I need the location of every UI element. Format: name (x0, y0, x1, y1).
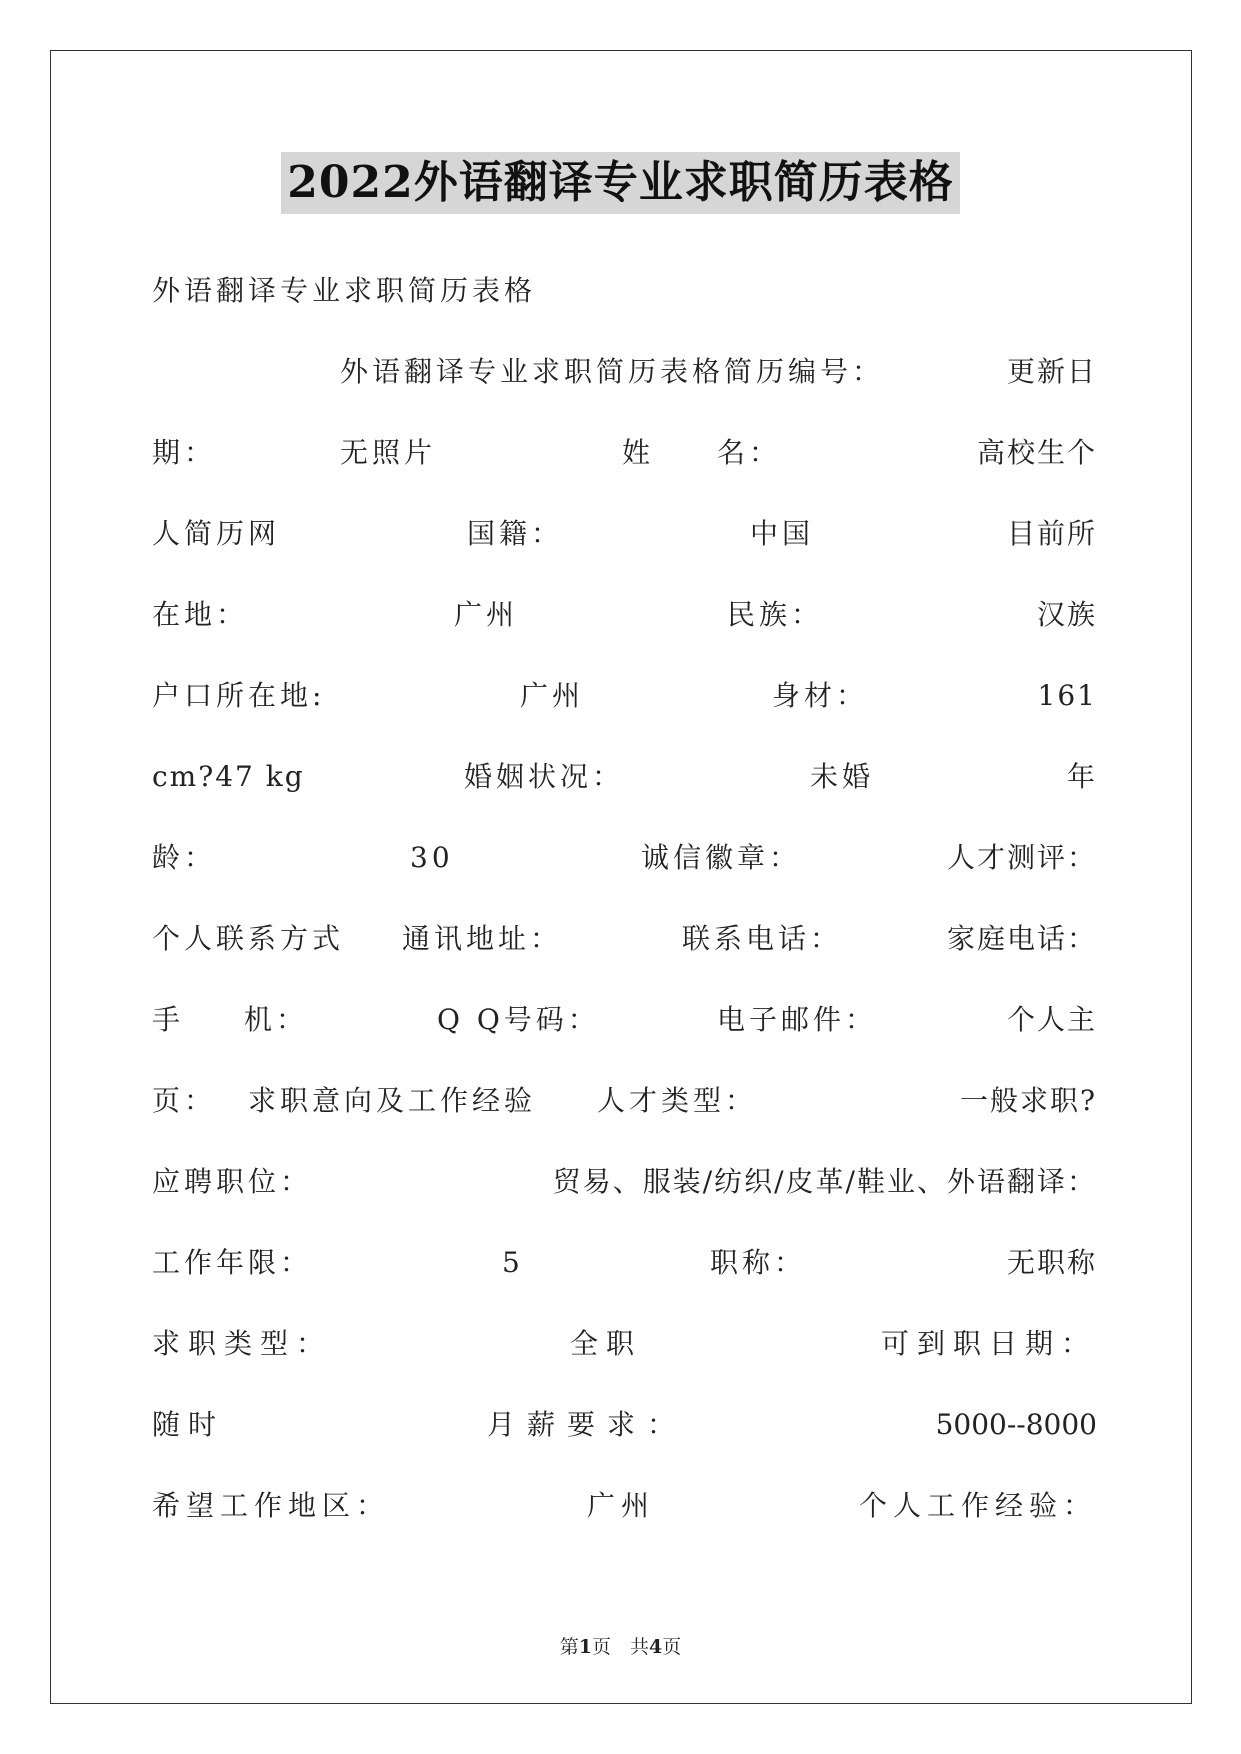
text-line (152, 838, 1097, 878)
line-text: 希望工作地区： (152, 1489, 391, 1522)
line-text: 年 (1066, 760, 1097, 793)
footer-mid: 页 共 (591, 1636, 649, 1658)
line-text: 机： (244, 1003, 309, 1036)
line-text: 161 (1037, 679, 1097, 712)
line-text: 广州 (587, 1489, 656, 1522)
line-text: 人才类型： (597, 1084, 758, 1117)
line-text: 中国 (750, 517, 815, 550)
line-text: 电子邮件： (717, 1003, 878, 1036)
footer-page-number: 1 (578, 1636, 592, 1658)
line-text: 工作年限： (152, 1246, 313, 1279)
line-text: 广州 (520, 679, 585, 712)
text-line (152, 514, 1097, 554)
line-text: 婚姻状况： (464, 760, 625, 793)
text-line (152, 1000, 1097, 1040)
line-text: 无职称 (1006, 1246, 1097, 1279)
text-line (152, 919, 1097, 959)
line-text: 姓 (622, 436, 655, 469)
text-line (152, 676, 1097, 716)
line-text: 月薪要求： (487, 1408, 688, 1441)
line-text: 可到职日期： (880, 1327, 1097, 1360)
line-text: 随时 (152, 1408, 225, 1441)
document-title-text: 2022外语翻译专业求职简历表格 (281, 152, 959, 214)
line-text: 页： (152, 1084, 217, 1117)
line-text: 30 (410, 841, 454, 874)
text-line (152, 1405, 1097, 1445)
page-footer (0, 1632, 1241, 1659)
line-text: 求职意向及工作经验 (248, 1084, 537, 1117)
line-text: 国籍： (467, 517, 564, 550)
line-text: 全职 (570, 1327, 643, 1360)
line-text: 个人联系方式 (152, 922, 345, 955)
line-text: 贸易、服装/纺织/皮革/鞋业、外语翻译： (552, 1165, 1097, 1198)
text-line (152, 1324, 1097, 1364)
text-line (152, 1243, 1097, 1283)
footer-prefix: 第 (559, 1636, 579, 1658)
line-text: 汉族 (1036, 598, 1097, 631)
footer-suffix: 页 (662, 1636, 682, 1658)
line-text: 一般求职? (959, 1084, 1097, 1117)
line-text: 广州 (454, 598, 519, 631)
line-text: 求职类型： (152, 1327, 333, 1360)
line-text: 5 (502, 1246, 524, 1279)
line-text: 手 (152, 1003, 185, 1036)
text-line (152, 433, 1097, 473)
line-text: 期： (152, 436, 217, 469)
text-line (152, 271, 1097, 311)
line-text: 更新日 (1006, 355, 1097, 388)
line-text: 应聘职位： (152, 1165, 313, 1198)
line-text: 人简历网 (152, 517, 281, 550)
line-text: 外语翻译专业求职简历表格简历编号： (340, 355, 885, 388)
text-line (152, 352, 1097, 392)
text-line (152, 1162, 1097, 1202)
line-text: 高校生个 (976, 436, 1097, 469)
line-text: 个人主 (1006, 1003, 1097, 1036)
text-line (152, 595, 1097, 635)
line-text: 通讯地址： (402, 922, 563, 955)
line-text: 人才测评： (946, 841, 1097, 874)
line-text: 目前所 (1006, 517, 1097, 550)
line-text: 联系电话： (682, 922, 843, 955)
line-text: 5000--8000 (935, 1408, 1097, 1441)
line-text: 户口所在地: (152, 679, 326, 712)
line-text: Q Q号码： (437, 1003, 600, 1036)
text-line (152, 1486, 1097, 1526)
line-text: 在地： (152, 598, 249, 631)
line-text: 职称： (710, 1246, 807, 1279)
line-text: 名： (717, 436, 782, 469)
line-text: cm?47 kg (152, 760, 305, 793)
text-line (152, 1081, 1097, 1121)
line-text: 诚信徽章： (641, 841, 802, 874)
line-text: 未婚 (810, 760, 875, 793)
line-text: 无照片 (340, 436, 437, 469)
line-text: 个人工作经验： (858, 1489, 1097, 1522)
text-line (152, 757, 1097, 797)
footer-total-pages: 4 (649, 1636, 663, 1658)
line-text: 家庭电话： (946, 922, 1097, 955)
line-text: 龄： (152, 841, 217, 874)
line-text: 身材： (772, 679, 869, 712)
document-title (0, 152, 1241, 214)
line-text: 民族： (727, 598, 824, 631)
line-text: 外语翻译专业求职简历表格 (152, 274, 537, 307)
